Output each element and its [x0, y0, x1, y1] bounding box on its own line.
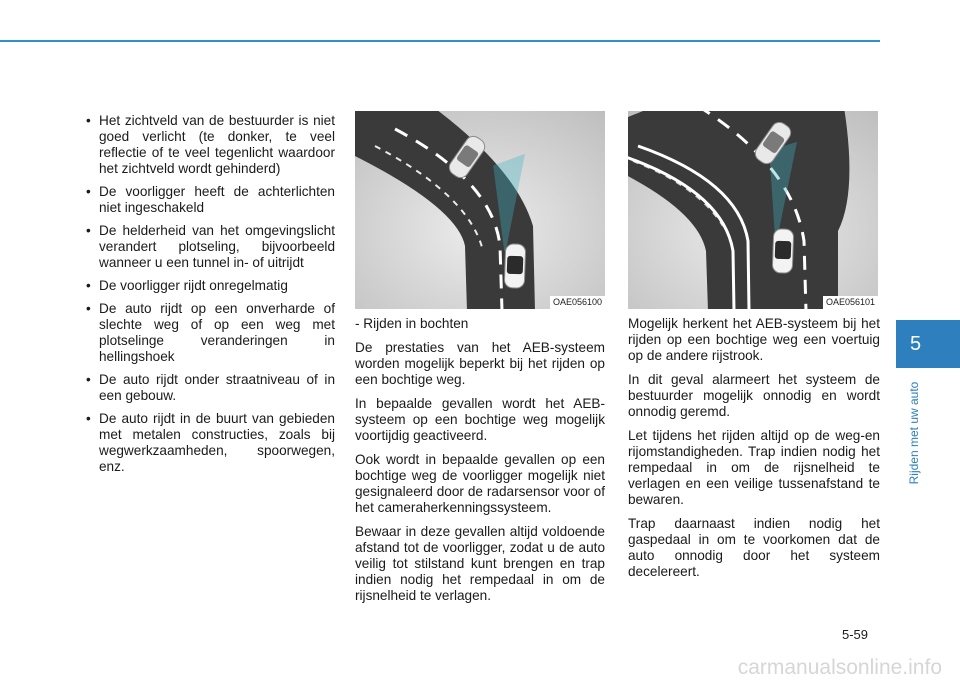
right-column [628, 316, 880, 588]
list-item: • De auto rijdt onder straatniveau of in een gebouw. [80, 372, 335, 404]
list-item: • De voorligger heeft de achterlichten niet ingeschakeld [80, 184, 335, 216]
paragraph: Bewaar in deze gevallen altijd voldoende afstand tot de voorligger, zodat u de auto veilig tot stilstand kunt brengen en trap indien nodig het rempedaal in om de rijsnelheid te verlagen. [355, 524, 605, 603]
list-item: • De auto rijdt op een onverharde of slechte weg of op een weg met plotselinge veranderingen in hellingshoek [80, 301, 335, 365]
own-car-icon [504, 244, 526, 289]
paragraph: Mogelijk herkent het AEB-systeem bij het rijden op een bochtige weg een voertuig op de andere rijstrook. [628, 316, 880, 363]
paragraph: Trap daarnaast indien nodig het gaspedaal in om te voorkomen dat de auto onnodig door het systeem decelereert. [628, 516, 880, 579]
chapter-number: 5 [910, 332, 922, 355]
paragraph: Let tijdens het rijden altijd op de weg-en rijomstandigheden. Trap indien nodig het rempedaal in om de rijsnelheid te verlagen en een veilige tussenafstand te bewaren. [628, 428, 880, 507]
chapter-title-vertical [900, 380, 930, 500]
paragraph: De prestaties van het AEB-systeem worden mogelijk beperkt bij het rijden op een bochtige weg. [355, 340, 605, 387]
paragraph: Ook wordt in bepaalde gevallen op een bochtige weg de voorligger mogelijk niet gesignaleerd door de radarsensor voor of het cameraherkenningssysteem. [355, 452, 605, 515]
paragraph: In dit geval alarmeert het systeem de bestuurder mogelijk onnodig en wordt onnodig geremd. [628, 372, 880, 419]
list-item: • Het zichtveld van de bestuurder is niet goed verlicht (te donker, te veel reflectie of te veel tegenlicht waardoor het zichtveld wordt gehinderd) [80, 113, 335, 177]
section-heading: - Rijden in bochten [355, 316, 469, 331]
header-rule [0, 40, 880, 42]
middle-column [355, 316, 605, 612]
list-item: • De helderheid van het omgevingslicht verandert plotseling, bijvoorbeeld wanneer u een tunnel in- of uitrijdt [80, 223, 335, 271]
list-item: • De auto rijdt in de buurt van gebieden met metalen constructies, zoals bij wegwerkzaamheden, spoorwegen, enz. [80, 411, 335, 475]
list-item: • De voorligger rijdt onregelmatig [80, 278, 335, 294]
watermark: carmanualsonline.info [737, 656, 942, 679]
own-car-icon [772, 229, 794, 274]
figure-code: OAE056100 [550, 296, 605, 309]
condition-list [80, 113, 335, 475]
chapter-tab [896, 320, 960, 368]
chapter-title: Rijden met uw auto [907, 381, 921, 485]
curve-illustration-1 [355, 111, 605, 309]
curved-road-illustration [355, 111, 605, 309]
double-lane-road-illustration [628, 111, 878, 309]
page-number: 5-59 [842, 627, 869, 642]
curve-illustration-2 [628, 111, 878, 309]
left-column [80, 113, 335, 482]
paragraph: In bepaalde gevallen wordt het AEB-systeem op een bochtige weg mogelijk voortijdig geactiveerd. [355, 396, 605, 443]
figure-code: OAE056101 [823, 296, 878, 309]
